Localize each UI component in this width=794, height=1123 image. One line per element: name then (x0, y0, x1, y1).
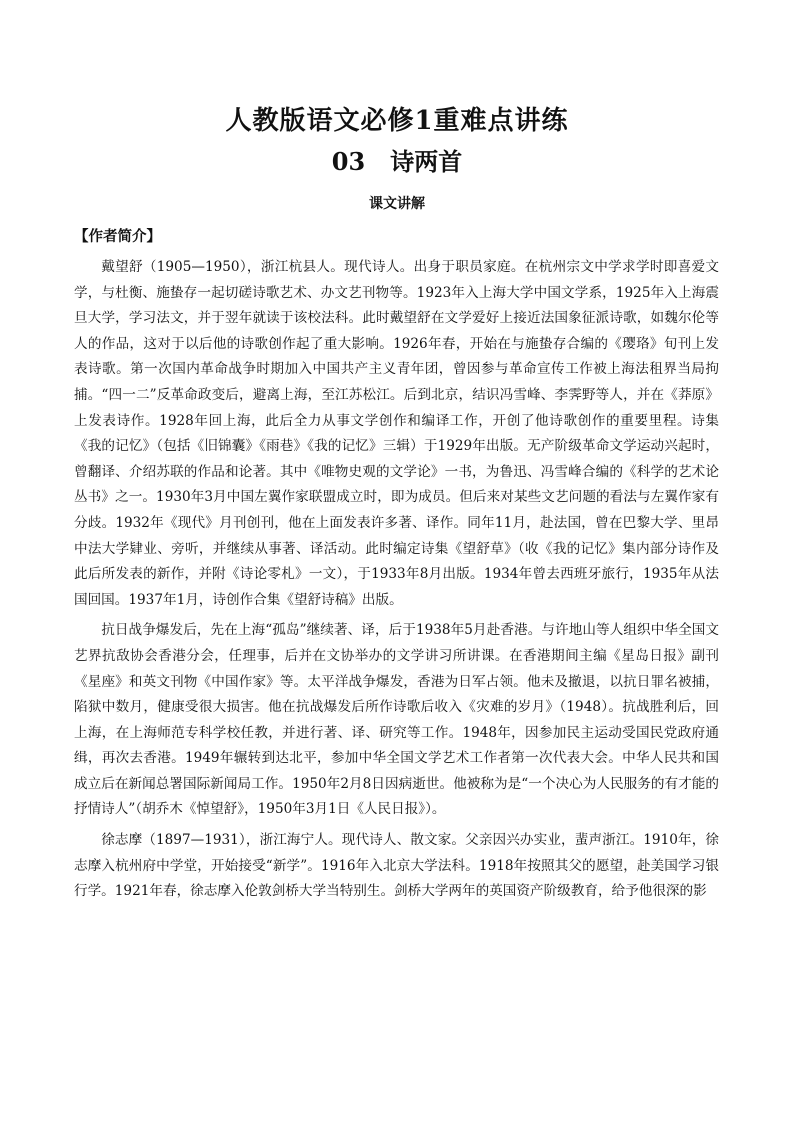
section-label: 课文讲解 (369, 196, 425, 212)
author-intro-heading: 【作者简介】 (74, 228, 161, 245)
page-title: 人教版语文必修1重难点讲练 (225, 106, 569, 136)
lesson-title (0, 146, 794, 178)
paragraph-dai-wangshu-1: 戴望舒（1905—1950），浙江杭县人。现代诗人。出身于职员家庭。在杭州宗文中学求学时即喜爱文学，与杜衡、施蛰存一起切磋诗歌艺术、办文艺刊物等。1923年入上海大学中国文学系，1925年入上海震旦大学，学习法文，并于翌年就读于该校法科。此时戴望舒在文学爱好上接近法国象征派诗歌，如魏尔伦等人的作品，这对于以后他的诗歌创作起了重大影响。1926年春，开始在与施蛰存合编的《璎珞》旬刊上发表诗歌。第一次国内革命战争时期加入中国共产主义青年团，曾因参与革命宣传工作被上海法租界当局拘捕。“四一二”反革命政变后，避离上海，至江苏松江。后到北京，结识冯雪峰、李霁野等人，并在《莽原》上发表诗作。1928年回上海，此后全力从事文学创作和编译工作，开创了他诗歌创作的重要里程。诗集《我的记忆》（包括《旧锦囊》《雨巷》《我的记忆》三辑）于1929年出版。无产阶级革命文学运动兴起时，曾翻译、介绍苏联的作品和论著。其中《唯物史观的文学论》一书，为鲁迅、冯雪峰合编的《科学的艺术论丛书》之一。1930年3月中国左翼作家联盟成立时，即为成员。但后来对某些文艺问题的看法与左翼作家有分歧。1932年《现代》月刊创刊，他在上面发表许多著、译作。同年11月，赴法国，曾在巴黎大学、里昂中法大学肄业、旁听，并继续从事著、译活动。此时编定诗集《望舒草》（收《我的记忆》集内部分诗作及此后所发表的新作，并附《诗论零札》一文），于1933年8月出版。1934年曾去西班牙旅行，1935年从法国回国。1937年1月，诗创作合集《望舒诗稿》出版。 (74, 259, 719, 608)
body-text (74, 255, 719, 905)
lesson-name: 诗两首 (390, 147, 463, 176)
lesson-number: 03 (331, 147, 366, 176)
paragraph-xu-zhimo: 徐志摩（1897—1931），浙江海宁人。现代诗人、散文家。父亲因兴办实业，蜚声浙江。1910年，徐志摩入杭州府中学堂，开始接受“新学”。1916年入北京大学法科。1918年按照其父的愿望，赴美国学习银行学。1921年春，徐志摩入伦敦剑桥大学当特别生。剑桥大学两年的英国资产阶级教育，给予他很深的影 (74, 832, 719, 900)
paragraph-dai-wangshu-2: 抗日战争爆发后，先在上海“孤岛”继续著、译，后于1938年5月赴香港。与许地山等人组织中华全国文艺界抗敌协会香港分会，任理事，后并在文协举办的文学讲习所讲课。在香港期间主编《星岛日报》副刊《星座》和英文刊物《中国作家》等。太平洋战争爆发，香港为日军占领。他未及撤退，以抗日罪名被捕，陷狱中数月，健康受很大损害。他在抗战爆发后所作诗歌后收入《灾难的岁月》（1948）。抗战胜利后，回上海，在上海师范专科学校任教，并进行著、译、研究等工作。1948年，因参加民主运动受国民党政府通缉，再次去香港。1949年辗转到达北平，参加中华全国文学艺术工作者第一次代表大会。中华人民共和国成立后在新闻总署国际新闻局工作。1950年2月8日因病逝世。他被称为是“一个决心为人民服务的有才能的抒情诗人”（胡乔木《悼望舒》，1950年3月1日《人民日报》）。 (74, 622, 719, 818)
